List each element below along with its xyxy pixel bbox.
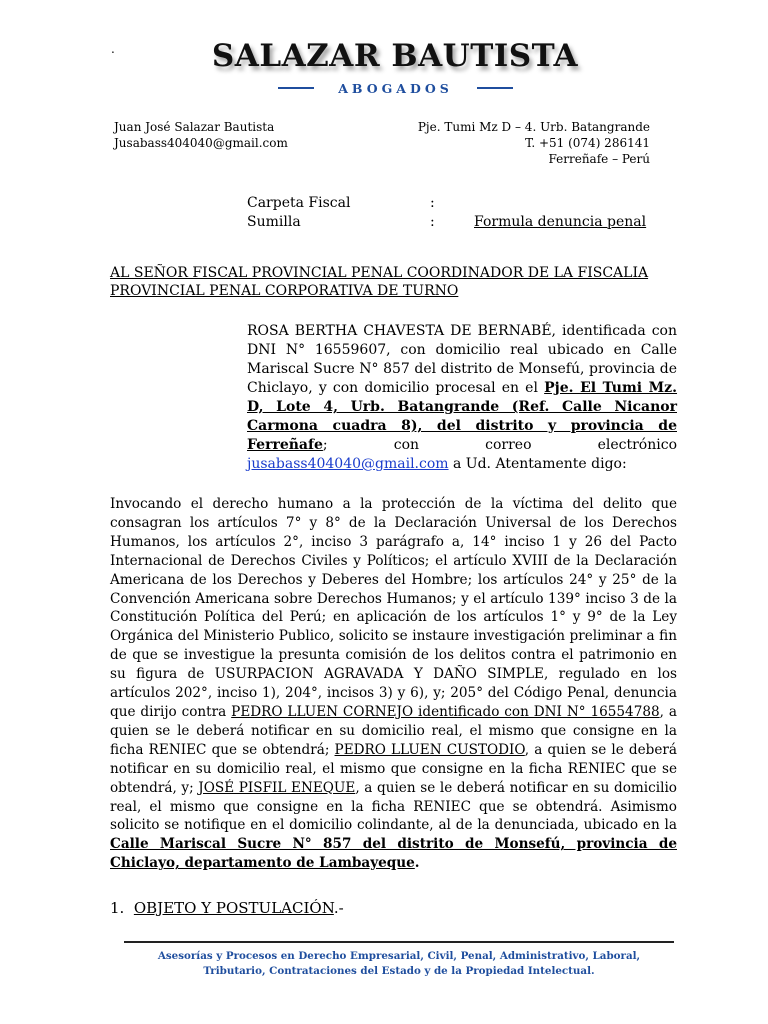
colindante-address: Calle Mariscal Sucre N° 857 del distrito de Monsefú, provincia de Chiclayo, departamento de Lambayeque	[110, 836, 677, 872]
contact-right	[418, 119, 650, 167]
intro-text-2: ; con correo electrónico	[322, 437, 677, 453]
addressee-heading: AL SEÑOR FISCAL PROVINCIAL PENAL COORDINADOR DE LA FISCALIA PROVINCIAL PENAL CORPORATIVA DE TURNO	[110, 265, 649, 299]
intro-text-3: a Ud. Atentamente digo:	[448, 456, 627, 472]
sumilla-value: Formula denuncia penal	[474, 214, 647, 230]
contact-left	[114, 119, 288, 151]
email-link[interactable]: jusabass404040@gmail.com	[247, 456, 449, 472]
accused-3: JOSÉ PISFIL ENEQUE	[198, 779, 356, 796]
body-text-1: Invocando el derecho humano a la protección de la víctima del delito que consagran los artículos 7° y 8° de la Declaración Universal de los Derechos Humanos, los artículos 2°, inciso 3 parágrafo a, 14° inciso 1 y 26 del Pacto Internacional de Derechos Civiles y Políticos; el artículo XVIII de la Declaración Americana de los Derechos y Deberes del Hombre; los artículos 24° y 25° de la Convención Americana sobre Derechos Humanos; y el artículo 139° inciso 3 de la Constitución Política del Perú; en aplicación de los artículos 1° y 9° de la Ley Orgánica del Ministerio Publico, solicito se instaure investigación preliminar a fin de que se investigue la presunta comisión de los delitos contra el patrimonio en su figura de	[110, 496, 677, 683]
section-title: OBJETO Y POSTULACIÓN	[133, 899, 334, 917]
footer-line-1: Asesorías y Procesos en Derecho Empresarial, Civil, Penal, Administrativo, Laboral,	[157, 950, 641, 962]
body-text-4: , a quien se le deberá notificar en su domicilio real, el mismo que consigne en la ficha RENIEC que se obtendrá, y;	[110, 741, 677, 796]
office-address: Pje. Tumi Mz D – 4. Urb. Batangrande	[417, 120, 650, 134]
subtitle-right-rule	[477, 87, 513, 89]
lawyer-email: Jusabass404040@gmail.com	[114, 136, 288, 150]
footer-services	[124, 949, 674, 979]
office-phone: T. +51 (074) 286141	[525, 136, 650, 150]
crime-name: USURPACION AGRAVADA Y DAÑO SIMPLE	[214, 666, 544, 683]
firm-subtitle-row	[278, 79, 513, 97]
accused-2: PEDRO LLUEN CUSTODIO	[334, 741, 525, 758]
body-text-5: , a quien se le deberá notificar en su domicilio real, el mismo que consigne en la ficha RENIEC que se obtendrá. Asimismo solicito se notifique en el domicilio colindante, al de la denunciada, ubicado en la	[110, 779, 677, 834]
section-suffix: .-	[333, 899, 344, 917]
section-number: 1.	[110, 899, 125, 917]
carpeta-fiscal-colon: :	[430, 195, 435, 211]
sumilla-label: Sumilla	[247, 214, 301, 230]
intro-text-1: , identificada con DNI N° 16559607, con domicilio real ubicado en Calle Mariscal Sucre N° 857 del distrito de Monsefú, provincia de Chiclayo, y con domicilio procesal en el	[247, 323, 677, 396]
complaint-body	[110, 495, 677, 873]
complainant-name: ROSA BERTHA CHAVESTA DE BERNABÉ	[247, 323, 552, 339]
footer-line-2: Tributario, Contrataciones del Estado y de la Propiedad Intelectual.	[203, 965, 595, 977]
section-heading	[110, 899, 344, 917]
sumilla-colon: :	[430, 214, 435, 230]
carpeta-fiscal-label: Carpeta Fiscal	[247, 195, 351, 211]
lawyer-name: Juan José Salazar Bautista	[114, 120, 275, 134]
body-text-6: .	[414, 855, 420, 872]
office-city: Ferreñafe – Perú	[548, 152, 650, 166]
complainant-intro	[247, 322, 677, 474]
accused-1: PEDRO LLUEN CORNEJO identificado con DNI N° 16554788	[231, 703, 660, 720]
firm-name-logo: SALAZAR BAUTISTA	[211, 38, 579, 74]
firm-subtitle: ABOGADOS	[338, 80, 453, 96]
body-text-3: , a quien se le deberá notificar en su domicilio real, el mismo que consigne en la ficha RENIEC que se obtendrá;	[110, 703, 677, 758]
body-text-2: , regulado en los artículos 202°, inciso 1), 204°, incisos 3) y 6), y; 205° del Código Penal, denuncia que dirijo contra	[110, 666, 677, 720]
footer-divider	[124, 941, 674, 943]
subtitle-left-rule	[278, 87, 314, 89]
stray-dot: .	[111, 42, 115, 56]
procesal-address: Pje. El Tumi Mz. D, Lote 4, Urb. Batangrande (Ref. Calle Nicanor Carmona cuadra 8), del distrito y provincia de Ferreñafe	[247, 380, 678, 453]
